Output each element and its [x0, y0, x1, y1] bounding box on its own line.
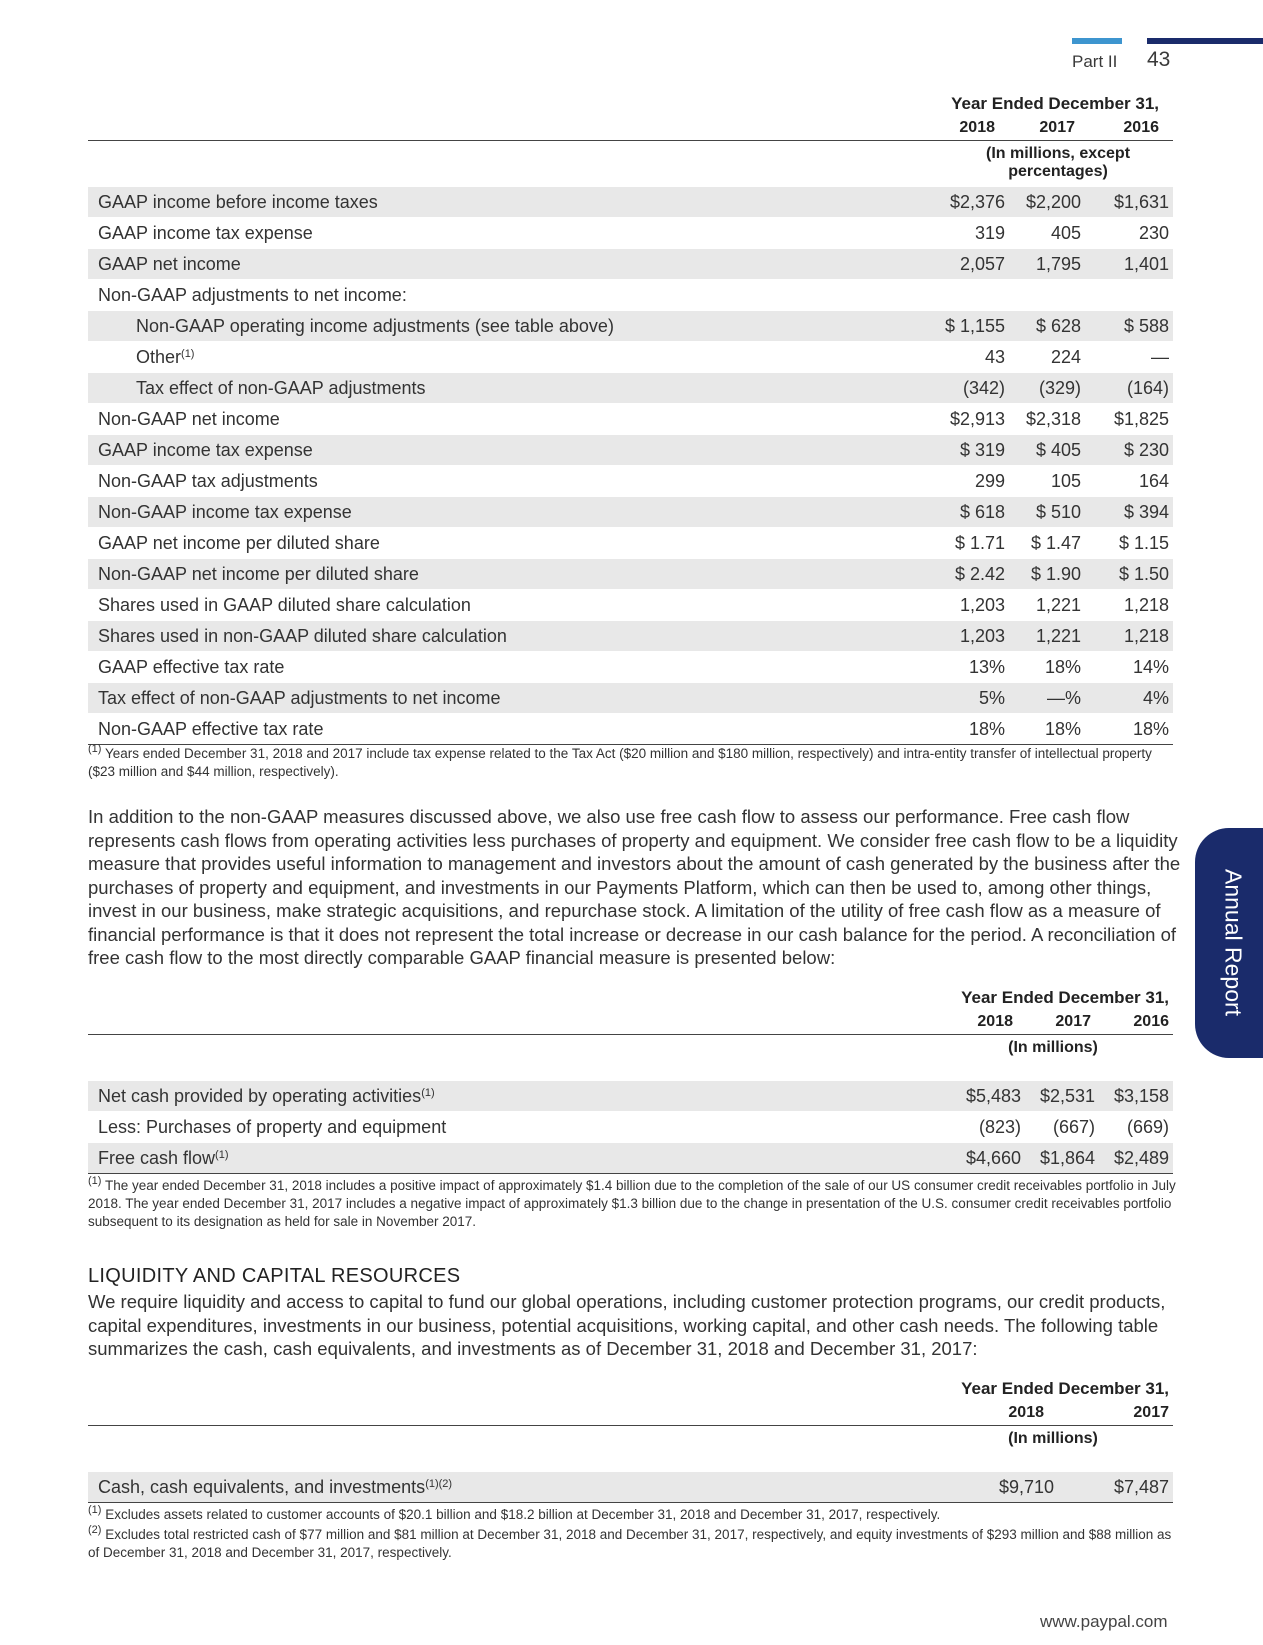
row-value-2018: $2,376: [933, 187, 1009, 218]
row-label-text: Other: [136, 347, 182, 367]
footnote-text: Years ended December 31, 2018 and 2017 include tax expense related to the Tax Act ($20 million and $180 million, respectively) and intra-entity transfer of intellectual property ($23 million and $44 million, respectively).: [88, 746, 1152, 779]
footnote-marker: (1): [88, 743, 102, 755]
row-label-text: Non-GAAP effective tax rate: [98, 719, 324, 739]
table-row: [88, 497, 1173, 528]
row-label-text: Free cash flow: [98, 1148, 216, 1168]
row-value-2018: 1,203: [933, 590, 1009, 621]
row-value-2016: 1,218: [1085, 590, 1173, 621]
table2-footnote: [88, 1177, 1178, 1231]
table-row: [88, 311, 1173, 342]
row-value-2016: 4%: [1085, 683, 1173, 714]
row-value-2016: $ 230: [1085, 435, 1173, 466]
row-label: [88, 1472, 933, 1503]
row-value-2016: (669): [1099, 1112, 1173, 1143]
table2-body: [88, 1081, 1173, 1174]
free-cash-flow-table: [88, 986, 1173, 1174]
row-value-2018: $ 618: [933, 497, 1009, 528]
row-label-text: GAAP income tax expense: [98, 223, 313, 243]
row-label: [88, 714, 933, 745]
row-label-text: GAAP effective tax rate: [98, 657, 285, 677]
row-label: [88, 373, 933, 404]
table1-body: [88, 187, 1173, 745]
table2-title: Year Ended December 31,: [961, 988, 1169, 1007]
footnote-marker: (2): [88, 1524, 102, 1536]
table3-title: Year Ended December 31,: [961, 1379, 1169, 1398]
row-value-2018: 319: [933, 218, 1009, 249]
row-value-2016: $ 588: [1085, 311, 1173, 342]
table3-units: (In millions): [1008, 1430, 1098, 1447]
footnote-marker: (1): [421, 1087, 435, 1099]
table2-units: (In millions): [1008, 1039, 1098, 1056]
row-value-2016: 14%: [1085, 652, 1173, 683]
non-gaap-reconciliation-table: [88, 92, 1173, 745]
cash-and-investments-table: [88, 1377, 1173, 1503]
row-value-2018: $4,660: [933, 1143, 1025, 1174]
row-label: [88, 528, 933, 559]
table-row: [88, 621, 1173, 652]
row-label: [88, 1081, 933, 1112]
row-label: [88, 466, 933, 497]
table1-footnote: [88, 745, 1178, 781]
row-value-2017: 18%: [1009, 652, 1085, 683]
liquidity-paragraph: We require liquidity and access to capital to fund our global operations, including customer protection programs, our credit products, capital expenditures, investments in our business, potential acquisitions, working capital, and other cash needs. The following table summarizes the cash, cash equivalents, and investments as of December 31, 2018 and December 31, 2017:: [88, 1291, 1166, 1359]
row-value-2017: $1,864: [1025, 1143, 1099, 1174]
row-label-text: GAAP income before income taxes: [98, 192, 378, 212]
row-value-2016: $1,631: [1085, 187, 1173, 218]
row-value-2018: 1,203: [933, 621, 1009, 652]
row-label: [88, 280, 933, 311]
row-label: [88, 559, 933, 590]
header-accent-bar-light: [1072, 38, 1122, 44]
row-label-text: Non-GAAP tax adjustments: [98, 471, 318, 491]
row-value-2018: $ 2.42: [933, 559, 1009, 590]
row-value-2017: 1,221: [1009, 590, 1085, 621]
row-value-2017: $ 628: [1009, 311, 1085, 342]
footnote-marker: (1): [181, 348, 195, 360]
row-value-2016: [1085, 280, 1173, 311]
table3-year-2017: 2017: [1058, 1401, 1173, 1426]
row-value-2018: 299: [933, 466, 1009, 497]
table2-year-2018: 2018: [933, 1010, 1025, 1035]
free-cash-flow-paragraph: In addition to the non-GAAP measures discussed above, we also use free cash flow to assess our performance. Free cash flow represents cash flows from operating activities less purchases of property and equipment. We consider free cash flow to be a liquidity measure that provides useful information to management and investors about the amount of cash generated by the business after the purchases of property and equipment, and investments in our Payments Platform, which can then be used to, among other things, invest in our business, make strategic acquisitions, and repurchase stock. A limitation of the utility of free cash flow as a measure of financial performance is that it does not represent the total increase or decrease in our cash balance for the period. A reconciliation of free cash flow to the most directly comparable GAAP financial measure is presented below:: [88, 806, 1181, 968]
row-label: [88, 497, 933, 528]
section-title-liquidity: LIQUIDITY AND CAPITAL RESOURCES: [88, 1265, 461, 1287]
row-value-2017: $ 1.47: [1009, 528, 1085, 559]
row-label-text: Shares used in GAAP diluted share calculation: [98, 595, 471, 615]
table-row: [88, 652, 1173, 683]
row-value-2016: $ 1.50: [1085, 559, 1173, 590]
row-label-text: Shares used in non-GAAP diluted share calculation: [98, 626, 507, 646]
row-value-2016: 18%: [1085, 714, 1173, 745]
row-label-text: Non-GAAP operating income adjustments (see table above): [136, 316, 614, 336]
side-tab-label: Annual Report: [1220, 869, 1247, 1017]
row-label-text: Non-GAAP income tax expense: [98, 502, 352, 522]
row-value-2018: $ 1,155: [933, 311, 1009, 342]
row-value-2018: $5,483: [933, 1081, 1025, 1112]
row-value-2017: $7,487: [1058, 1472, 1173, 1503]
row-label: [88, 683, 933, 714]
row-value-2018: $ 319: [933, 435, 1009, 466]
row-value-2018: 13%: [933, 652, 1009, 683]
row-label-text: Non-GAAP adjustments to net income:: [98, 285, 407, 305]
row-value-2017: 105: [1009, 466, 1085, 497]
footnote-marker: (1): [215, 1149, 229, 1161]
row-value-2016: 230: [1085, 218, 1173, 249]
footnote-text: Excludes assets related to customer accounts of $20.1 billion and $18.2 billion at December 31, 2018 and December 31, 2017, respectively.: [105, 1507, 941, 1522]
row-value-2016: 1,218: [1085, 621, 1173, 652]
table-row: [88, 1112, 1173, 1143]
row-value-2017: 1,795: [1009, 249, 1085, 280]
row-value-2017: $ 510: [1009, 497, 1085, 528]
table-row: [88, 1143, 1173, 1174]
table-row: [88, 683, 1173, 714]
row-label: [88, 404, 933, 435]
row-value-2017: [1009, 280, 1085, 311]
row-value-2017: $ 405: [1009, 435, 1085, 466]
row-label: [88, 590, 933, 621]
row-value-2017: 224: [1009, 342, 1085, 373]
table1-year-2018: 2018: [933, 116, 1009, 141]
row-value-2017: 1,221: [1009, 621, 1085, 652]
row-value-2018: 18%: [933, 714, 1009, 745]
row-label: [88, 311, 933, 342]
row-value-2018: 5%: [933, 683, 1009, 714]
footer-website-link[interactable]: www.paypal.com: [1040, 1612, 1168, 1631]
row-value-2016: —: [1085, 342, 1173, 373]
footnote-text: Excludes total restricted cash of $77 million and $81 million at December 31, 2018 and December 31, 2017, respectively, and equity investments of $293 million and $88 million as of December 31, 2018 and December 31, 2017, respectively.: [88, 1527, 1172, 1560]
table-row: [88, 249, 1173, 280]
row-value-2017: $ 1.90: [1009, 559, 1085, 590]
row-value-2016: $ 1.15: [1085, 528, 1173, 559]
row-label: [88, 187, 933, 218]
table-row: [88, 342, 1173, 373]
row-value-2018: 2,057: [933, 249, 1009, 280]
footnote-text: The year ended December 31, 2018 includes a positive impact of approximately $1.4 billion due to the completion of the sale of our US consumer credit receivables portfolio in July 2018. The year ended December 31, 2017 includes a negative impact of approximately $1.3 billion due to the change in presentation of the U.S. consumer credit receivables portfolio subsequent to its designation as held for sale in November 2017.: [88, 1178, 1176, 1229]
row-value-2016: $2,489: [1099, 1143, 1173, 1174]
row-value-2018: $2,913: [933, 404, 1009, 435]
table-row: [88, 218, 1173, 249]
row-value-2018: (342): [933, 373, 1009, 404]
table1-year-2016: 2016: [1085, 116, 1173, 141]
table-row: [88, 1081, 1173, 1112]
row-value-2018: $ 1.71: [933, 528, 1009, 559]
row-label-text: GAAP income tax expense: [98, 440, 313, 460]
row-label-text: Cash, cash equivalents, and investments: [98, 1477, 426, 1497]
row-label-text: Non-GAAP net income per diluted share: [98, 564, 419, 584]
row-label-text: Non-GAAP net income: [98, 409, 280, 429]
row-value-2016: 164: [1085, 466, 1173, 497]
row-value-2017: $2,200: [1009, 187, 1085, 218]
table2-year-2016: 2016: [1099, 1010, 1173, 1035]
table-row: [88, 187, 1173, 218]
row-value-2017: (329): [1009, 373, 1085, 404]
table-row: [88, 528, 1173, 559]
row-label: [88, 1112, 933, 1143]
row-value-2016: 1,401: [1085, 249, 1173, 280]
footnote-marker: (1): [88, 1504, 102, 1516]
row-value-2017: (667): [1025, 1112, 1099, 1143]
table2-year-2017: 2017: [1025, 1010, 1099, 1035]
row-label: [88, 435, 933, 466]
table3-footnote-2: [88, 1526, 1178, 1562]
row-label: [88, 342, 933, 373]
footnote-marker: (1)(2): [425, 1478, 453, 1490]
row-value-2018: $9,710: [933, 1472, 1058, 1503]
table3-footnote-1: [88, 1506, 1178, 1524]
row-value-2016: $ 394: [1085, 497, 1173, 528]
table3-year-2018: 2018: [933, 1401, 1058, 1426]
row-value-2018: 43: [933, 342, 1009, 373]
table-row: [88, 466, 1173, 497]
table3-footnotes: [88, 1506, 1178, 1562]
header-accent-bar-dark: [1147, 38, 1263, 44]
table-row: [88, 280, 1173, 311]
footnote-marker: (1): [88, 1175, 102, 1187]
row-label-text: Tax effect of non-GAAP adjustments to net income: [98, 688, 501, 708]
row-label: [88, 218, 933, 249]
row-label: [88, 621, 933, 652]
table1-title: Year Ended December 31,: [951, 94, 1159, 113]
row-label-text: Less: Purchases of property and equipment: [98, 1117, 447, 1137]
row-value-2017: 18%: [1009, 714, 1085, 745]
row-label-text: Tax effect of non-GAAP adjustments: [136, 378, 426, 398]
table-row: [88, 373, 1173, 404]
row-label: [88, 249, 933, 280]
row-value-2016: (164): [1085, 373, 1173, 404]
table3-body: [88, 1472, 1173, 1503]
row-label-text: GAAP net income per diluted share: [98, 533, 380, 553]
table1-year-2017: 2017: [1009, 116, 1085, 141]
row-value-2017: 405: [1009, 218, 1085, 249]
row-label-text: Net cash provided by operating activities: [98, 1086, 422, 1106]
row-value-2016: $3,158: [1099, 1081, 1173, 1112]
row-value-2017: —%: [1009, 683, 1085, 714]
table-row: [88, 404, 1173, 435]
row-value-2018: [933, 280, 1009, 311]
table-row: [88, 559, 1173, 590]
row-label: [88, 1143, 933, 1174]
row-value-2018: (823): [933, 1112, 1025, 1143]
row-value-2017: $2,318: [1009, 404, 1085, 435]
table1-units: (In millions, except percentages): [985, 145, 1131, 180]
row-label-text: GAAP net income: [98, 254, 241, 274]
table-row: [88, 1472, 1173, 1503]
row-value-2017: $2,531: [1025, 1081, 1099, 1112]
page-number: 43: [1147, 48, 1171, 71]
table-row: [88, 590, 1173, 621]
table-row: [88, 714, 1173, 745]
row-label: [88, 652, 933, 683]
table-row: [88, 435, 1173, 466]
header-section-label: Part II: [1072, 52, 1118, 71]
row-value-2016: $1,825: [1085, 404, 1173, 435]
